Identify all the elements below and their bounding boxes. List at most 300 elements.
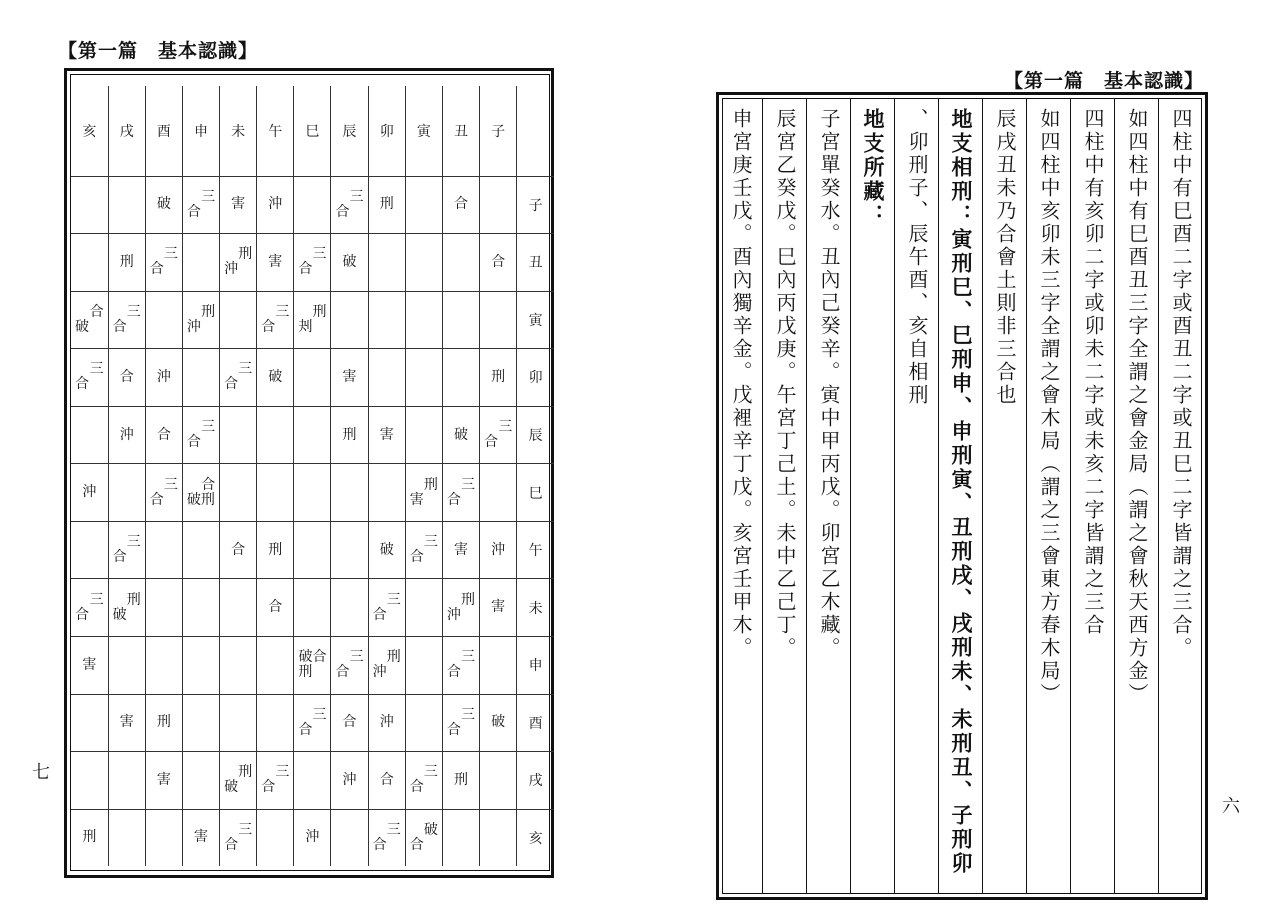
grid-cell-text: 害 — [491, 599, 506, 616]
grid-cell-text: 合 — [224, 376, 239, 393]
grid-cell — [331, 752, 368, 810]
grid-cell — [220, 349, 257, 407]
grid-cell-text: 沖 — [268, 196, 283, 213]
grid-cell — [442, 809, 479, 866]
grid-cell-text: 刑 — [342, 426, 357, 443]
grid-cell — [368, 291, 405, 349]
grid-cell-text: 合 — [453, 196, 468, 213]
grid-row-header: 酉 — [517, 694, 554, 752]
grid-cell — [480, 694, 517, 752]
grid-cell-text: 三 — [163, 246, 178, 263]
grid-cell — [145, 637, 182, 695]
grid-cell-text: 三 — [201, 188, 216, 205]
grid-cell-text: 害 — [342, 368, 357, 385]
grid-column-header: 丑 — [442, 86, 479, 176]
grid-cell — [71, 234, 108, 292]
grid-cell — [220, 291, 257, 349]
grid-cell — [480, 176, 517, 234]
grid-cell — [220, 637, 257, 695]
grid-cell — [480, 521, 517, 579]
grid-cell — [331, 637, 368, 695]
grid-cell — [182, 809, 219, 866]
grid-cell — [480, 234, 517, 292]
grid-cell-text: 三 — [461, 706, 476, 723]
grid-cell-text: 害 — [379, 426, 394, 443]
grid-cell — [108, 694, 145, 752]
grid-cell — [182, 464, 219, 522]
grid-cell-text: 破 — [423, 821, 438, 838]
grid-row-header: 巳 — [517, 464, 554, 522]
grid-cell — [442, 349, 479, 407]
grid-column-header: 未 — [220, 86, 257, 176]
grid-cell — [331, 464, 368, 522]
grid-cell-text: 合 — [231, 541, 246, 558]
grid-row-header: 戌 — [517, 752, 554, 810]
column-text: 四柱中有亥卯二字或卯未二字或未亥二字皆謂之三合 — [1081, 108, 1105, 637]
grid-cell — [220, 809, 257, 866]
grid-cell — [368, 637, 405, 695]
grid-cell-text: 合 — [372, 606, 387, 623]
grid-cell — [368, 234, 405, 292]
grid-cell — [405, 234, 442, 292]
grid-cell — [257, 521, 294, 579]
grid-cell — [108, 406, 145, 464]
grid-cell-text: 三 — [423, 534, 438, 551]
section-heading-text: 地支所藏： — [861, 108, 885, 228]
column-text: 如四柱中有巳酉丑三字全謂之會金局（謂之會秋天西方金） — [1125, 108, 1149, 706]
grid-cell — [294, 406, 331, 464]
grid-cell-text: 合 — [261, 318, 276, 335]
grid-cell — [71, 406, 108, 464]
grid-row-header: 辰 — [517, 406, 554, 464]
grid-cell — [480, 809, 517, 866]
grid-cell — [331, 349, 368, 407]
grid-cell — [405, 464, 442, 522]
grid-column-header: 巳 — [294, 86, 331, 176]
right-page-number: 六 — [1222, 796, 1240, 817]
grid-cell — [442, 234, 479, 292]
grid-cell — [331, 234, 368, 292]
grid-cell — [108, 464, 145, 522]
grid-cell — [331, 291, 368, 349]
grid-cell-text: 合 — [89, 303, 104, 320]
grid-cell-text: 三 — [275, 303, 290, 320]
grid-cell — [257, 752, 294, 810]
grid-column-header: 子 — [480, 86, 517, 176]
grid-column-header: 申 — [182, 86, 219, 176]
left-page-number: 七 — [32, 762, 50, 783]
grid-cell-text: 沖 — [186, 318, 201, 335]
grid-cell — [71, 637, 108, 695]
grid-cell-text: 三 — [312, 706, 327, 723]
grid-cell — [145, 349, 182, 407]
grid-cell — [71, 694, 108, 752]
grid-column-header: 酉 — [145, 86, 182, 176]
grid-cell — [108, 809, 145, 866]
grid-cell — [71, 521, 108, 579]
grid-cell — [145, 809, 182, 866]
grid-cell — [368, 406, 405, 464]
grid-cell — [368, 521, 405, 579]
grid-cell — [294, 464, 331, 522]
column-text: 辰宮乙癸戊。巳內丙戊庚。午宮丁己土。未中乙己丁。 — [773, 108, 797, 660]
grid-cell — [145, 234, 182, 292]
grid-cell — [480, 406, 517, 464]
grid-cell-text: 刑 — [491, 368, 506, 385]
grid-cell-text: 害 — [409, 491, 424, 508]
grid-cell-text: 破 — [75, 318, 89, 335]
grid-cell — [220, 406, 257, 464]
grid-cell-text: 三 — [312, 246, 327, 263]
grid-cell — [71, 349, 108, 407]
grid-cell — [182, 521, 219, 579]
grid-cell — [257, 637, 294, 695]
grid-row-header: 午 — [517, 521, 554, 579]
grid-column-header — [517, 86, 554, 176]
column-text: 辰戌丑未乃合會土則非三合也 — [993, 108, 1017, 407]
grid-cell — [182, 176, 219, 234]
grid-cell-text: 三 — [89, 361, 104, 378]
grid-column-header: 辰 — [331, 86, 368, 176]
grid-cell-text: 合 — [372, 836, 387, 853]
grid-cell-text: 沖 — [446, 606, 461, 623]
text-column — [938, 98, 982, 894]
grid-cell — [257, 464, 294, 522]
grid-cell — [220, 694, 257, 752]
text-column — [1026, 98, 1070, 894]
grid-cell — [257, 234, 294, 292]
grid-cell-text: 沖 — [379, 714, 394, 731]
grid-cell — [257, 809, 294, 866]
text-column — [1114, 98, 1158, 894]
grid-cell — [108, 349, 145, 407]
grid-cell-text: 三 — [386, 821, 401, 838]
grid-row — [71, 291, 554, 349]
grid-cell-text: 合 — [119, 368, 134, 385]
section-heading-text: 地支相刑：寅刑巳、巳刑申、申刑寅、丑刑戌、戌刑未、未刑丑、子刑卯 — [949, 108, 973, 876]
text-column — [894, 98, 938, 894]
grid-cell-text: 合 — [298, 261, 313, 278]
text-column — [1158, 98, 1202, 894]
grid-cell — [108, 637, 145, 695]
grid-cell — [108, 579, 145, 637]
grid-column-header: 午 — [257, 86, 294, 176]
grid-cell-text: 合 — [298, 721, 313, 738]
grid-column-header: 亥 — [82, 123, 97, 140]
grid-cell-text: 合 — [379, 771, 394, 788]
grid-cell — [405, 637, 442, 695]
grid-cell-text: 沖 — [119, 426, 134, 443]
grid-cell-text: 合 — [201, 476, 216, 493]
grid-cell-text: 合 — [409, 836, 424, 853]
grid-cell — [294, 637, 331, 695]
text-column — [806, 98, 850, 894]
grid-cell-text: 刑 — [298, 664, 313, 681]
grid-cell-text: 合 — [149, 491, 164, 508]
grid-row-header: 未 — [517, 579, 554, 637]
grid-row-header: 亥 — [517, 809, 554, 866]
grid-cell — [71, 809, 108, 866]
grid-cell — [220, 234, 257, 292]
grid-cell — [182, 234, 219, 292]
branch-relations-grid — [71, 86, 554, 866]
grid-cell-text: 害 — [156, 771, 171, 788]
grid-cell — [220, 752, 257, 810]
grid-cell-text: 刑 — [453, 771, 468, 788]
grid-cell-text: 破 — [379, 541, 394, 558]
text-column — [762, 98, 806, 894]
grid-cell-text: 三 — [461, 476, 476, 493]
grid-cell-text: 三 — [238, 361, 253, 378]
grid-cell — [257, 579, 294, 637]
grid-cell — [442, 752, 479, 810]
grid-cell — [368, 809, 405, 866]
grid-row — [71, 234, 554, 292]
grid-cell — [442, 464, 479, 522]
column-text: 申宮庚壬戊。酉內獨辛金。戊裡辛丁戊。亥宮壬甲木。 — [729, 108, 753, 660]
grid-cell — [405, 809, 442, 866]
grid-cell-text: 三 — [275, 764, 290, 781]
right-page-header: 【第一篇 基本認識】 — [1004, 70, 1205, 92]
grid-cell-text: 合 — [446, 721, 461, 738]
grid-cell — [331, 579, 368, 637]
grid-cell-text: 破 — [453, 426, 468, 443]
grid-cell-text: 刑 — [201, 303, 216, 320]
grid-cell — [71, 579, 108, 637]
grid-cell-text: 合 — [484, 434, 499, 451]
grid-cell-text: 沖 — [491, 541, 506, 558]
grid-cell — [405, 291, 442, 349]
grid-cell-text: 合 — [409, 549, 424, 566]
grid-cell-text: 三 — [423, 764, 438, 781]
grid-cell-text: 破 — [342, 253, 357, 270]
grid-cell — [368, 176, 405, 234]
grid-cell — [182, 291, 219, 349]
grid-cell — [71, 176, 108, 234]
text-column — [982, 98, 1026, 894]
grid-cell — [368, 579, 405, 637]
grid-cell — [71, 752, 108, 810]
grid-cell — [368, 752, 405, 810]
grid-cell-text: 三 — [349, 188, 364, 205]
grid-cell — [405, 349, 442, 407]
grid-cell-text: 破 — [156, 196, 171, 213]
grid-column-header: 寅 — [405, 86, 442, 176]
grid-cell-text: 三 — [238, 821, 253, 838]
grid-row — [71, 694, 554, 752]
grid-row — [71, 464, 554, 522]
grid-cell-text: 害 — [119, 714, 134, 731]
grid-row-header: 子 — [517, 176, 554, 234]
grid-column-header: 卯 — [368, 86, 405, 176]
grid-cell-text: 合 — [342, 714, 357, 731]
grid-row — [71, 349, 554, 407]
grid-cell — [405, 752, 442, 810]
grid-cell-text: 三 — [126, 303, 141, 320]
grid-row-header: 寅 — [517, 291, 554, 349]
grid-cell-text: 破 — [224, 779, 239, 796]
grid-cell — [480, 637, 517, 695]
grid-cell — [257, 406, 294, 464]
grid-cell — [442, 176, 479, 234]
grid-cell — [294, 234, 331, 292]
grid-cell — [220, 464, 257, 522]
grid-cell — [480, 291, 517, 349]
grid-cell — [294, 349, 331, 407]
grid-cell — [331, 809, 368, 866]
grid-cell-text: 合 — [186, 434, 201, 451]
grid-cell — [368, 694, 405, 752]
grid-cell — [480, 579, 517, 637]
grid-row — [71, 176, 554, 234]
text-column — [1070, 98, 1114, 894]
text-column — [850, 98, 894, 894]
grid-row — [71, 637, 554, 695]
grid-cell — [405, 694, 442, 752]
grid-cell-text: 破合 — [298, 649, 327, 666]
grid-cell — [108, 521, 145, 579]
grid-cell — [442, 406, 479, 464]
grid-cell-text: 破 — [112, 606, 127, 623]
grid-cell — [331, 694, 368, 752]
grid-cell — [108, 291, 145, 349]
grid-cell-text: 合 — [149, 261, 164, 278]
column-text: 四柱中有巳酉二字或酉丑二字或丑巳二字皆謂之三合。 — [1169, 108, 1193, 660]
grid-cell — [405, 406, 442, 464]
grid-cell — [294, 752, 331, 810]
grid-cell — [108, 752, 145, 810]
grid-cell-text: 刑 — [119, 253, 134, 270]
grid-cell — [294, 521, 331, 579]
grid-cell — [442, 579, 479, 637]
grid-cell — [405, 176, 442, 234]
grid-cell-text: 害 — [268, 253, 283, 270]
grid-row-header: 卯 — [517, 349, 554, 407]
grid-cell — [331, 406, 368, 464]
text-column — [718, 98, 762, 894]
grid-cell — [294, 694, 331, 752]
grid-cell — [442, 694, 479, 752]
grid-row — [71, 579, 554, 637]
grid-cell-text: 沖 — [305, 829, 320, 846]
grid-cell — [182, 349, 219, 407]
grid-cell — [145, 291, 182, 349]
grid-cell-text: 刑 — [461, 591, 476, 608]
grid-row — [71, 809, 554, 866]
grid-cell — [182, 752, 219, 810]
grid-cell — [108, 176, 145, 234]
grid-cell-text: 合 — [112, 549, 127, 566]
grid-cell — [405, 579, 442, 637]
grid-cell-text: 合 — [335, 664, 350, 681]
grid-cell-text: 破刑 — [186, 491, 215, 508]
grid-cell — [442, 521, 479, 579]
grid-cell — [145, 176, 182, 234]
grid-cell-text: 合 — [75, 376, 89, 393]
grid-cell — [220, 176, 257, 234]
grid-cell-text: 三 — [461, 649, 476, 666]
grid-cell — [480, 464, 517, 522]
grid-cell — [368, 349, 405, 407]
grid-cell-text: 三 — [126, 534, 141, 551]
grid-cell — [182, 694, 219, 752]
grid-cell-text: 刑 — [386, 649, 401, 666]
grid-cell-text: 合 — [491, 253, 506, 270]
grid-cell-text: 害 — [82, 656, 97, 673]
grid-cell-text: 合 — [409, 779, 424, 796]
grid-cell-text: 刑 — [238, 246, 253, 263]
grid-cell — [480, 349, 517, 407]
grid-cell — [331, 176, 368, 234]
grid-cell-text: 破 — [491, 714, 506, 731]
grid-cell-text: 三 — [349, 649, 364, 666]
grid-cell — [331, 521, 368, 579]
grid-column-header: 戌 — [108, 86, 145, 176]
grid-cell-text: 合 — [224, 836, 239, 853]
grid-row-header: 申 — [517, 637, 554, 695]
grid-cell-text: 合 — [112, 318, 127, 335]
grid-cell-text: 沖 — [342, 771, 357, 788]
left-page-header: 【第一篇 基本認識】 — [58, 40, 259, 62]
grid-cell — [145, 752, 182, 810]
grid-cell-text: 害 — [193, 829, 208, 846]
grid-row — [71, 406, 554, 464]
grid-cell-text: 沖 — [82, 484, 97, 501]
grid-cell-text: 刑 — [82, 829, 97, 846]
grid-cell — [442, 637, 479, 695]
grid-row-header: 丑 — [517, 234, 554, 292]
grid-cell-text: 刑 — [126, 591, 141, 608]
column-text: 、卯刑子、辰午酉、亥自相刑 — [905, 108, 929, 407]
grid-cell — [182, 637, 219, 695]
grid-cell — [257, 291, 294, 349]
grid-cell — [182, 406, 219, 464]
grid-cell — [294, 579, 331, 637]
grid-cell — [257, 349, 294, 407]
grid-cell — [294, 809, 331, 866]
grid-cell-text: 三 — [201, 419, 216, 436]
grid-cell — [71, 291, 108, 349]
grid-cell — [294, 291, 331, 349]
grid-cell — [294, 176, 331, 234]
grid-cell-text: 刑 — [312, 303, 327, 320]
grid-cell-text: 三 — [498, 419, 513, 436]
grid-cell — [145, 406, 182, 464]
grid-cell — [145, 521, 182, 579]
grid-cell-text: 合 — [446, 664, 461, 681]
grid-cell-text: 合 — [446, 491, 461, 508]
grid-cell — [442, 291, 479, 349]
grid-cell-text: 三 — [89, 591, 104, 608]
grid-cell-text: 沖 — [224, 261, 239, 278]
grid-cell — [368, 464, 405, 522]
grid-cell — [108, 234, 145, 292]
grid-cell-text: 合 — [156, 426, 171, 443]
grid-cell — [145, 579, 182, 637]
grid-cell — [220, 579, 257, 637]
grid-cell-text: 刑 — [238, 764, 253, 781]
grid-cell-text: 合 — [335, 203, 350, 220]
grid-cell — [480, 752, 517, 810]
grid-cell — [145, 694, 182, 752]
grid-cell-text: 刑 — [268, 541, 283, 558]
grid-cell — [405, 521, 442, 579]
grid-cell-text: 合 — [75, 606, 89, 623]
grid-cell — [145, 464, 182, 522]
grid-cell-text: 三 — [163, 476, 178, 493]
grid-cell-text: 三 — [386, 591, 401, 608]
column-text: 子宮單癸水。丑內己癸辛。寅中甲丙戊。卯宮乙木藏。 — [817, 108, 841, 660]
